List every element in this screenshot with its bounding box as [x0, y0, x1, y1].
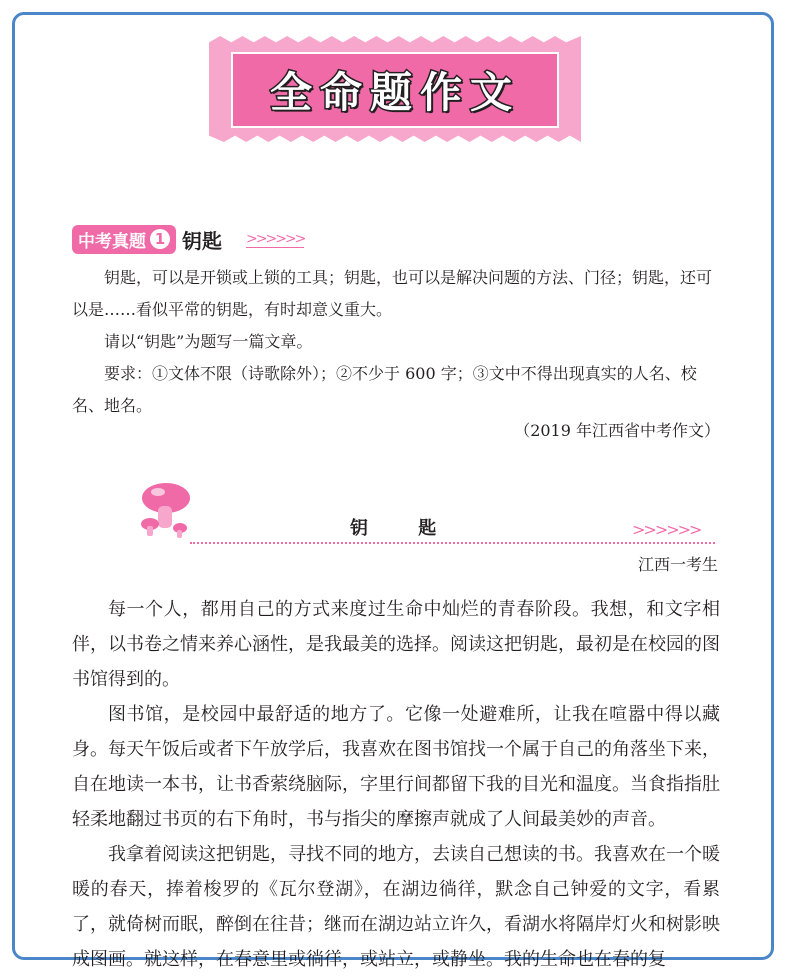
prompt-paragraph-1: 钥匙，可以是开锁或上锁的工具；钥匙，也可以是解决问题的方法、门径；钥匙，还可以是……看似平常的钥匙，有时却意义重大。 [72, 268, 713, 319]
title-divider [190, 542, 715, 544]
article-paragraph: 我拿着阅读这把钥匙，寻找不同的地方，去读自己想读的书。我喜欢在一个暖暖的春天，捧着梭罗的《瓦尔登湖》，在湖边徜徉，默念自己钟爱的文字，看累了，就倚树而眠，醉倒在往昔；继而在湖边站立许久，看湖水将隔岸灯火和树影映成图画。就这样，在春意里或徜徉，或站立，或静坐。我的生命也在春的复 [72, 844, 720, 970]
article-paragraph: 图书馆，是校园中最舒适的地方了。它像一处避难所，让我在喧嚣中得以藏身。每天午饭后或者下午放学后，我喜欢在图书馆找一个属于自己的角落坐下来，自在地读一本书，让书香萦绕脑际，字里行间都留下我的目光和温度。当食指指肚轻柔地翻过书页的右下角时，书与指尖的摩擦声就成了人间最美妙的声音。 [72, 704, 720, 830]
topic-word: 钥匙 [182, 228, 222, 253]
article-body [72, 592, 720, 977]
banner-title: 全命题作文 [269, 68, 520, 117]
prompt-paragraph-3: 要求：①文体不限（诗歌除外）；②不少于 600 字；③文中不得出现真实的人名、校名、地名。 [72, 364, 697, 415]
article-title: 钥 匙 [350, 518, 459, 539]
exam-question-header [72, 225, 304, 253]
mushroom-icon [138, 478, 194, 540]
prompt-source: （2019 年江西省中考作文） [514, 421, 720, 440]
exam-tag-number: 1 [150, 229, 170, 249]
arrow-decoration-icon: >>>>>> [632, 520, 701, 539]
exam-tag [72, 225, 176, 254]
article-paragraph: 每一个人，都用自己的方式来度过生命中灿烂的青春阶段。我想，和文字相伴，以书卷之情来养心涵性，是我最美的选择。阅读这把钥匙，最初是在校园的图书馆得到的。 [72, 599, 720, 690]
prompt-paragraph-2: 请以“钥匙”为题写一篇文章。 [104, 332, 313, 351]
article-author: 江西一考生 [637, 555, 718, 574]
arrow-decoration-icon: >>>>>> [246, 230, 305, 247]
exam-tag-label: 中考真题 [78, 231, 146, 252]
